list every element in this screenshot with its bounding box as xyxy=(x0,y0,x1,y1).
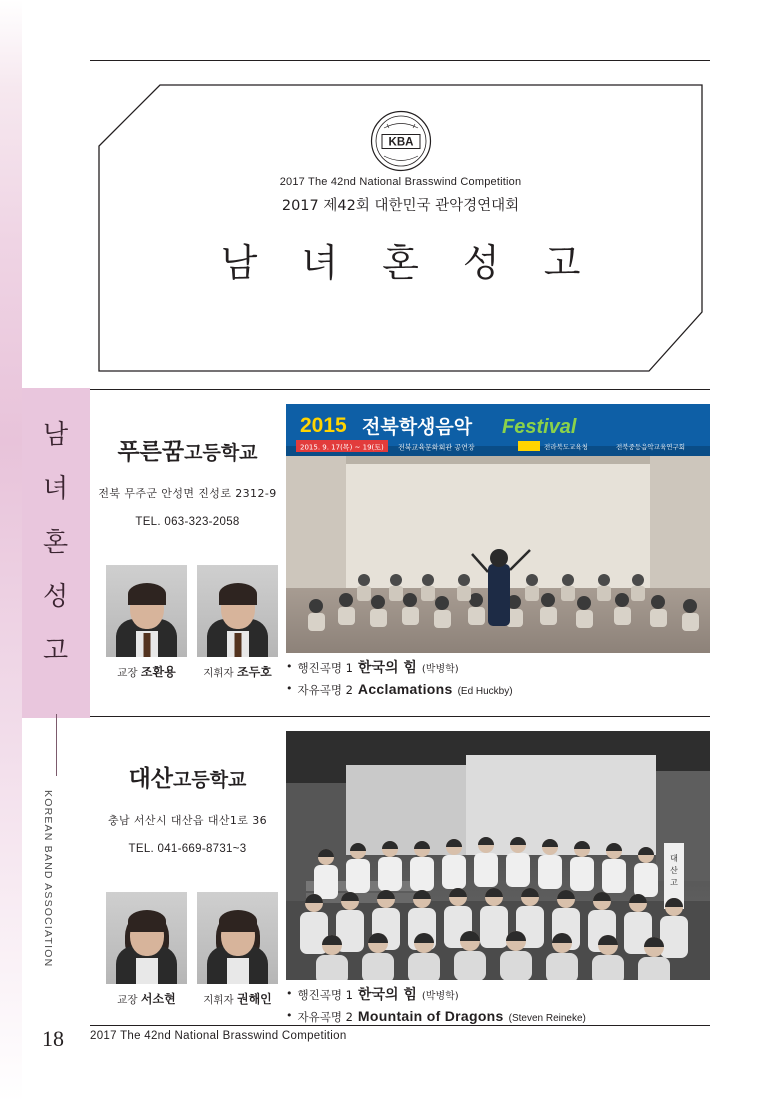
portrait-photo xyxy=(197,565,278,657)
repertoire-label: 자유곡명 2 xyxy=(297,1010,353,1024)
school-name-suffix: 고등학교 xyxy=(173,769,247,791)
svg-text:Festival: Festival xyxy=(502,416,577,438)
svg-text:KBA: KBA xyxy=(388,136,413,149)
division-title: 남 녀 혼 성 고 xyxy=(220,241,597,285)
page-footer: 2017 The 42nd National Brasswind Competition xyxy=(90,1030,347,1042)
svg-text:전북교육문화회관 공연장: 전북교육문화회관 공연장 xyxy=(398,443,475,452)
repertoire-row xyxy=(286,657,710,677)
bullet-icon: • xyxy=(286,1009,293,1022)
repertoire-title: Acclamations xyxy=(357,681,453,697)
sidebar-divider-line xyxy=(56,714,57,776)
repertoire-row xyxy=(286,681,710,698)
vertical-title-char: 성 xyxy=(42,582,70,612)
portrait-caption xyxy=(197,663,278,680)
portrait-item xyxy=(106,892,187,1007)
svg-text:고: 고 xyxy=(670,878,678,887)
svg-text:2015: 2015 xyxy=(300,414,347,437)
svg-text:대: 대 xyxy=(670,854,678,863)
repertoire-row xyxy=(286,984,710,1004)
portrait-role: 지휘자 xyxy=(203,994,234,1006)
horizontal-rule-top xyxy=(90,60,710,61)
svg-text:산: 산 xyxy=(670,866,678,875)
vertical-division-title xyxy=(22,408,90,678)
portrait-caption xyxy=(106,990,187,1007)
svg-text:전북학생음악: 전북학생음악 xyxy=(362,416,473,438)
portrait-item xyxy=(197,565,278,680)
school-address: 전북 무주군 안성면 진성로 2312-9 xyxy=(98,487,277,500)
school-entry xyxy=(90,399,710,709)
page-content xyxy=(90,0,780,1103)
portrait-group xyxy=(106,565,278,680)
portrait-caption xyxy=(197,990,278,1007)
school-entry xyxy=(90,726,710,1026)
portrait-item xyxy=(197,892,278,1007)
repertoire-list xyxy=(286,984,710,1029)
school-name-main: 푸른꿈 xyxy=(117,439,185,465)
repertoire-label: 행진곡명 1 xyxy=(297,661,353,675)
repertoire-list xyxy=(286,657,710,702)
portrait-group xyxy=(106,892,278,1007)
portrait-role: 지휘자 xyxy=(203,667,234,679)
left-gradient-strip xyxy=(0,0,22,1103)
school-name xyxy=(90,433,285,466)
svg-text:전라북도교육청: 전라북도교육청 xyxy=(544,443,588,451)
school-name-suffix: 고등학교 xyxy=(184,442,258,464)
repertoire-label: 행진곡명 1 xyxy=(297,988,353,1002)
kba-logo xyxy=(370,110,432,172)
portrait-item xyxy=(106,565,187,680)
portrait-name: 조두호 xyxy=(237,665,272,679)
repertoire-title: 한국의 힘 xyxy=(357,660,417,676)
ensemble-photo xyxy=(286,404,710,653)
svg-text:전북중등음악교육연구회: 전북중등음악교육연구회 xyxy=(616,443,686,451)
association-vertical-label: KOREAN BAND ASSOCIATION xyxy=(42,790,54,968)
portrait-name: 서소현 xyxy=(140,992,176,1006)
portrait-role: 교장 xyxy=(117,994,138,1006)
repertoire-label: 자유곡명 2 xyxy=(297,683,353,697)
portrait-name: 권해인 xyxy=(237,992,272,1006)
bullet-icon: • xyxy=(286,682,293,695)
repertoire-composer: (박병학) xyxy=(421,664,459,675)
repertoire-composer: (박병학) xyxy=(421,991,459,1002)
ensemble-photo xyxy=(286,731,710,980)
horizontal-rule-middle-2 xyxy=(90,716,710,717)
portrait-role: 교장 xyxy=(117,667,138,679)
vertical-title-char: 남 xyxy=(42,420,70,450)
repertoire-composer: (Steven Reineke) xyxy=(508,1013,586,1024)
horizontal-rule-middle-1 xyxy=(90,389,710,390)
title-plaque xyxy=(98,84,703,372)
school-telephone: TEL. 041-669-8731~3 xyxy=(128,843,247,855)
competition-title-en: 2017 The 42nd National Brasswind Competition xyxy=(279,176,522,188)
competition-title-kr: 2017 제42회 대한민국 관악경연대회 xyxy=(281,198,520,214)
vertical-title-char: 고 xyxy=(42,636,70,666)
repertoire-title: Mountain of Dragons xyxy=(357,1008,504,1024)
repertoire-row xyxy=(286,1008,710,1025)
school-name-main: 대산 xyxy=(128,766,173,792)
school-telephone: TEL. 063-323-2058 xyxy=(135,516,240,528)
bullet-icon: • xyxy=(286,987,293,1000)
portrait-photo xyxy=(106,565,187,657)
vertical-title-char: 녀 xyxy=(42,474,70,504)
vertical-title-char: 혼 xyxy=(42,528,70,558)
portrait-photo xyxy=(197,892,278,984)
school-name xyxy=(90,760,285,793)
portrait-caption xyxy=(106,663,187,680)
repertoire-composer: (Ed Huckby) xyxy=(457,686,513,697)
school-address: 충남 서산시 대산읍 대산1로 36 xyxy=(107,814,268,827)
portrait-name: 조환용 xyxy=(140,665,176,679)
repertoire-title: 한국의 힘 xyxy=(357,987,417,1003)
bullet-icon: • xyxy=(286,660,293,673)
svg-text:2015. 9. 17(목) ~ 19(토): 2015. 9. 17(목) ~ 19(토) xyxy=(300,443,384,452)
portrait-photo xyxy=(106,892,187,984)
page-number: 18 xyxy=(42,1026,64,1051)
